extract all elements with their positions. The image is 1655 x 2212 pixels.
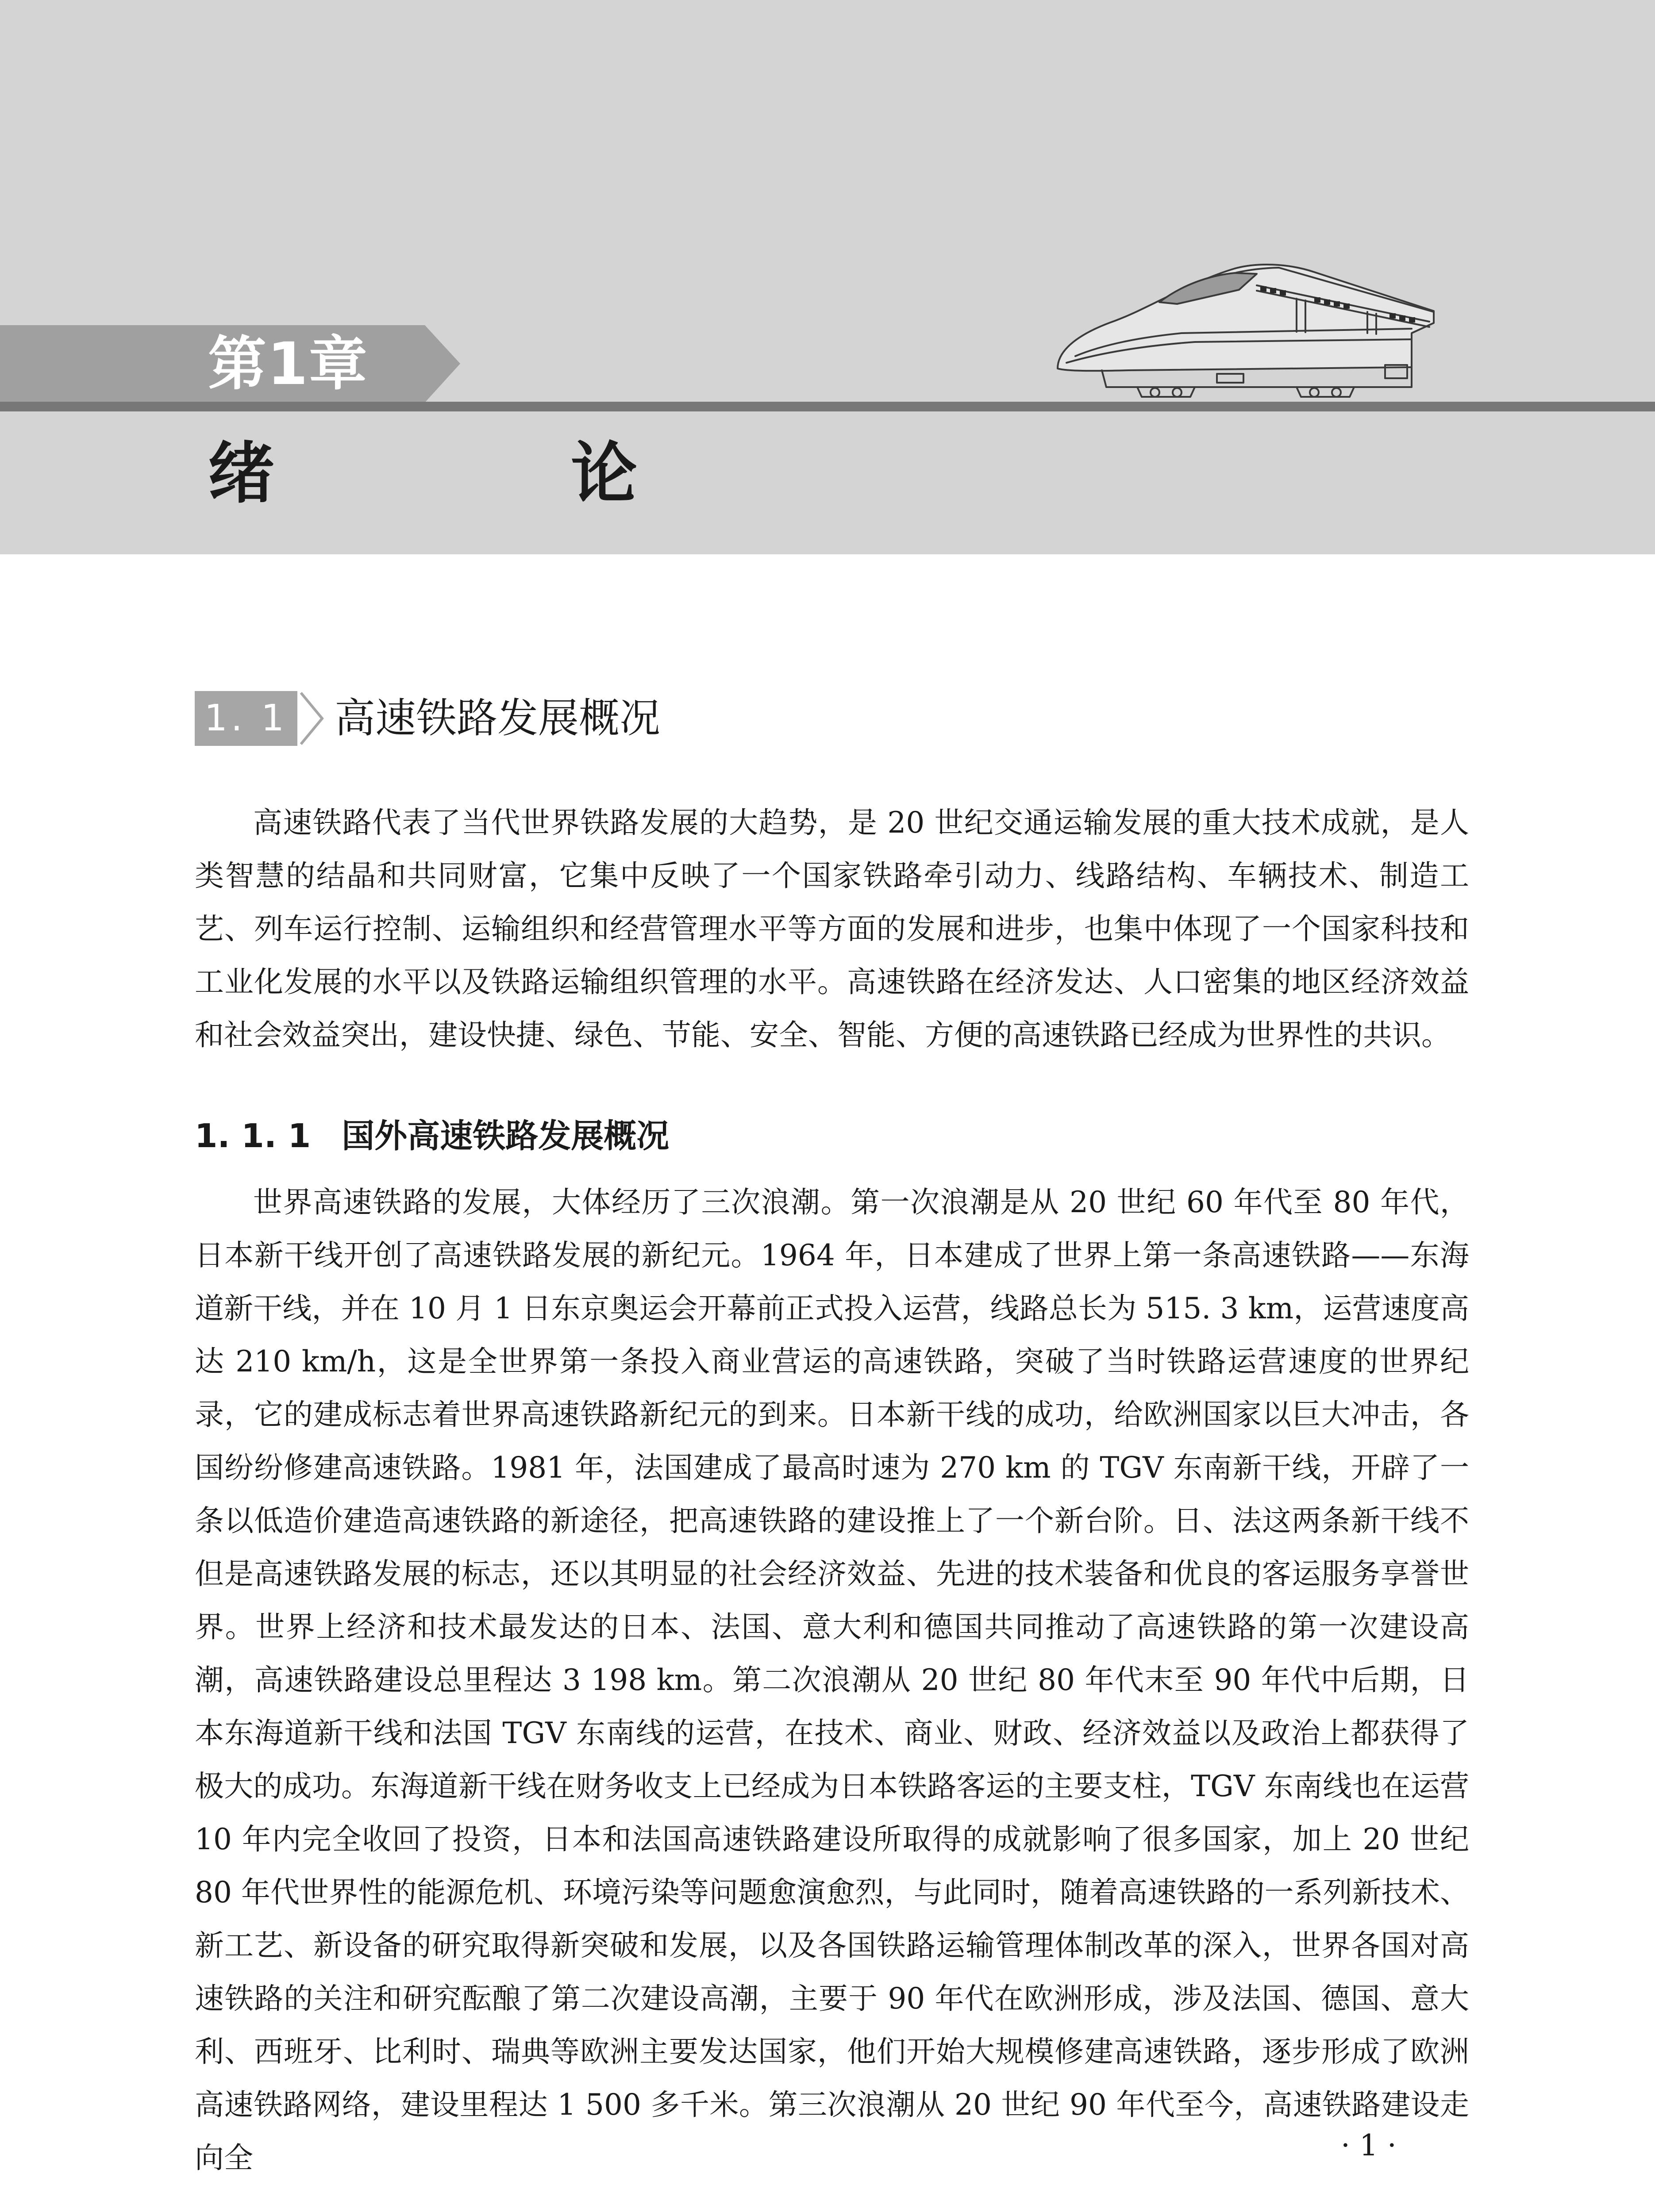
chapter-title: 绪 论: [208, 434, 753, 512]
high-speed-train-icon: [1049, 254, 1438, 403]
chapter-label: 第1章: [208, 330, 368, 398]
body-paragraph: 世界高速铁路的发展，大体经历了三次浪潮。第一次浪潮是从 20 世纪 60 年代至 80 年代，日本新干线开创了高速铁路发展的新纪元。1964 年，日本建成了世界上第一条高速铁路——东海道新干线，并在 10 月 1 日东京奥运会开幕前正式投入运营，线路总长为 515. 3 km，运营速度高达 210 km/h，这是全世界第一条投入商业营运的高速铁路，突破了当时铁路运营速度的世界纪录，它的建成标志着世界高速铁路新纪元的到来。日本新干线的成功，给欧洲国家以巨大冲击，各国纷纷修建高速铁路。1981 年，法国建成了最高时速为 270 km 的 TGV 东南新干线，开辟了一条以低造价建造高速铁路的新途径，把高速铁路的建设推上了一个新台阶。日、法这两条新干线不但是高速铁路发展的标志，还以其明显的社会经济效益、先进的技术装备和优良的客运服务享誉世界。世界上经济和技术最发达的日本、法国、意大利和德国共同推动了高速铁路的第一次建设高潮，高速铁路建设总里程达 3 198 km。第二次浪潮从 20 世纪 80 年代末至 90 年代中后期，日本东海道新干线和法国 TGV 东南线的运营，在技术、商业、财政、经济效益以及政治上都获得了极大的成功。东海道新干线在财务收支上已经成为日本铁路客运的主要支柱，TGV 东南线也在运营 10 年内完全收回了投资，日本和法国高速铁路建设所取得的成就影响了很多国家，加上 20 世纪 80 年代世界性的能源危机、环境污染等问题愈演愈烈，与此同时，随着高速铁路的一系列新技术、新工艺、新设备的研究取得新突破和发展，以及各国铁路运输管理体制改革的深入，世界各国对高速铁路的关注和研究酝酿了第二次建设高潮，主要于 90 年代在欧洲形成，涉及法国、德国、意大利、西班牙、比利时、瑞典等欧洲主要发达国家，他们开始大规模修建高速铁路，逐步形成了欧洲高速铁路网络，建设里程达 1 500 多千米。第三次浪潮从 20 世纪 90 年代至今，高速铁路建设走向全: [195, 1185, 1469, 2175]
header-divider: [0, 402, 1655, 411]
section-number: 1. 1: [204, 697, 288, 739]
page-number: · 1 ·: [1341, 2128, 1397, 2162]
intro-paragraph: 高速铁路代表了当代世界铁路发展的大趋势，是 20 世纪交通运输发展的重大技术成就，是人类智慧的结晶和共同财富，它集中反映了一个国家铁路牵引动力、线路结构、车辆技术、制造工艺、列车运行控制、运输组织和经营管理水平等方面的发展和进步，也集中体现了一个国家科技和工业化发展的水平以及铁路运输组织管理的水平。高速铁路在经济发达、人口密集的地区经济效益和社会效益突出，建设快捷、绿色、节能、安全、智能、方便的高速铁路已经成为世界性的共识。: [195, 806, 1469, 1052]
subsection-title: 国外高速铁路发展概况: [342, 1117, 670, 1155]
subsection-number: 1. 1. 1: [195, 1117, 311, 1155]
chevron-right-icon: [299, 691, 326, 746]
section-title: 高速铁路发展概况: [335, 695, 661, 742]
subsection-heading: [195, 1110, 669, 1163]
